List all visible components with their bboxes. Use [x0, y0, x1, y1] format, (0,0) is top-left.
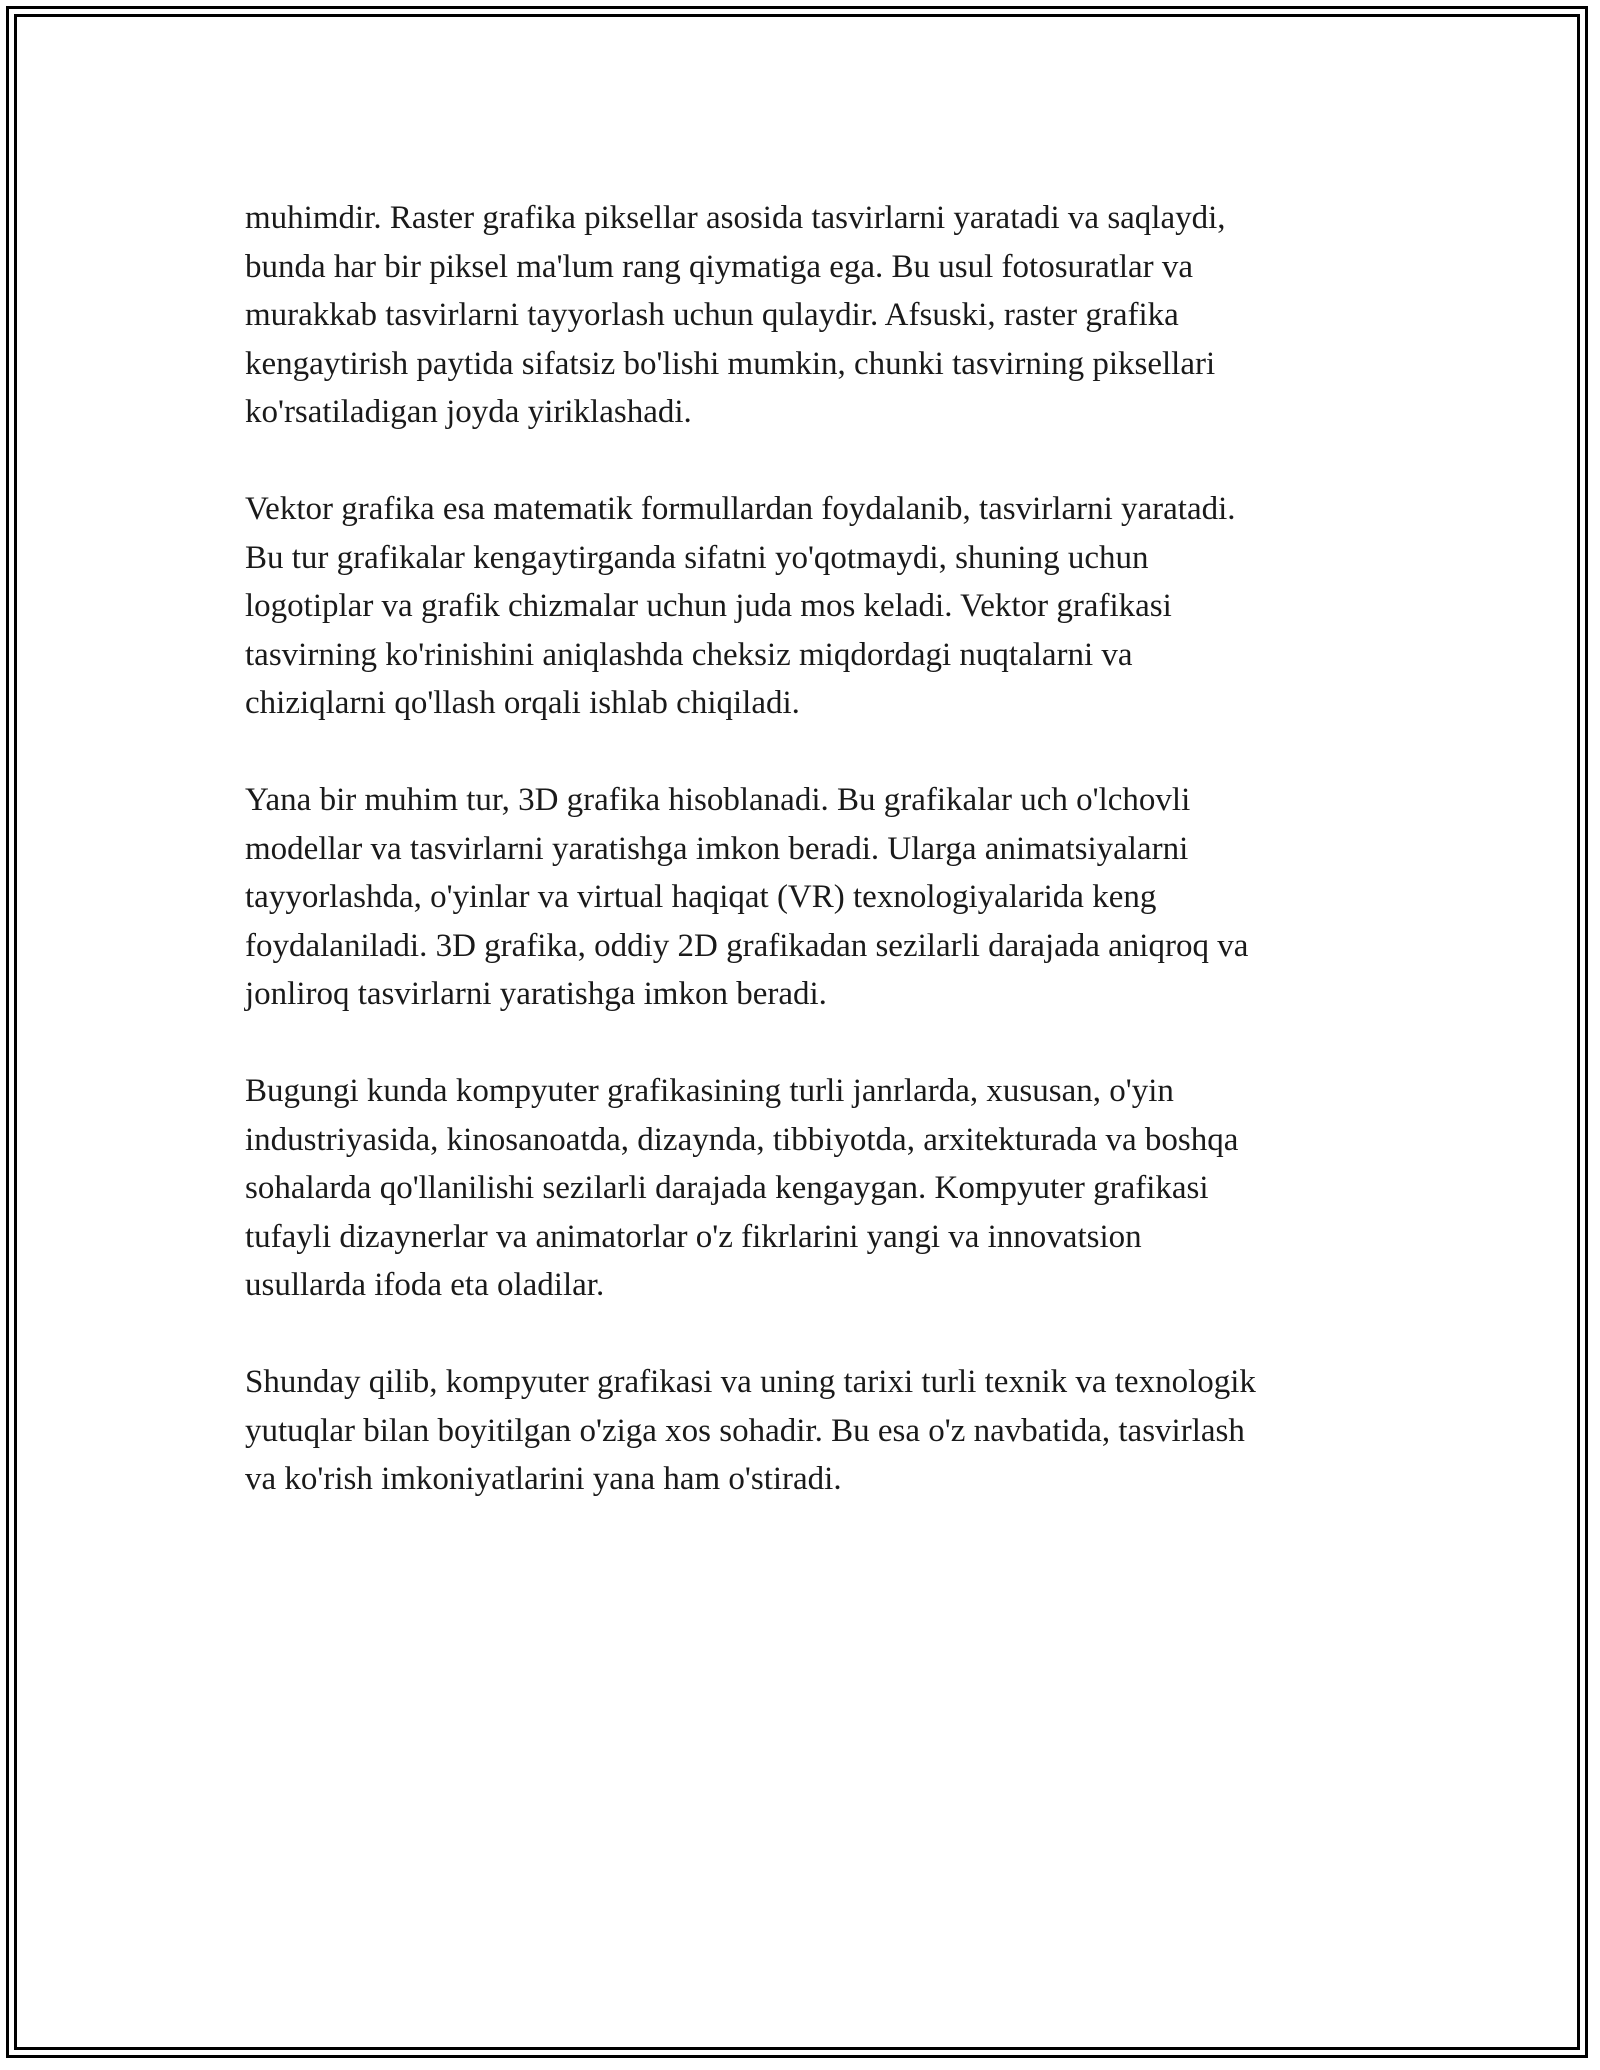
text-line: foydalaniladi. 3D grafika, oddiy 2D grafikadan sezilarli darajada aniqroq va — [245, 927, 1249, 964]
text-line: sohalarda qo'llanilishi sezilarli darajada kengaygan. Kompyuter grafikasi — [245, 1170, 1209, 1206]
page-frame — [6, 6, 1588, 2058]
text-line: Vektor grafika esa matematik formullardan foydalanib, tasvirlarni yaratadi. — [245, 491, 1236, 527]
document-body — [245, 194, 1395, 1552]
text-line: ko'rsatiladigan joyda yiriklashadi. — [245, 394, 692, 430]
text-line: bunda har bir piksel ma'lum rang qiymatiga ega. Bu usul fotosuratlar va — [245, 248, 1194, 285]
text-line: Shunday qilib, kompyuter grafikasi va uning tarixi turli texnik va texnologik — [245, 1364, 1256, 1400]
paragraph-vector — [245, 485, 1395, 728]
paragraph-conclusion — [245, 1358, 1395, 1504]
text-line: modellar va tasvirlarni yaratishga imkon beradi. Ularga animatsiyalarni — [245, 830, 1189, 867]
text-line: va ko'rish imkoniyatlarini yana ham o'stiradi. — [245, 1461, 842, 1497]
text-line: yutuqlar bilan boyitilgan o'ziga xos sohadir. Bu esa o'z navbatida, tasvirlash — [245, 1412, 1245, 1449]
text-line: chiziqlarni qo'llash orqali ishlab chiqiladi. — [245, 685, 800, 721]
text-line: jonliroq tasvirlarni yaratishga imkon beradi. — [245, 976, 827, 1012]
paragraph-raster — [245, 194, 1395, 437]
text-line: murakkab tasvirlarni tayyorlash uchun qulaydir. Afsuski, raster grafika — [245, 297, 1179, 333]
text-line: Bugungi kunda kompyuter grafikasining turli janrlarda, xususan, o'yin — [245, 1073, 1174, 1109]
text-line: logotiplar va grafik chizmalar uchun juda mos keladi. Vektor grafikasi — [245, 588, 1172, 624]
text-line: muhimdir. Raster grafika piksellar asosida tasvirlarni yaratadi va saqlaydi, — [245, 200, 1226, 236]
text-line: tasvirning ko'rinishini aniqlashda cheksiz miqdordagi nuqtalarni va — [245, 636, 1133, 673]
text-line: tayyorlashda, o'yinlar va virtual haqiqat (VR) texnologiyalarida keng — [245, 879, 1157, 915]
text-line: Yana bir muhim tur, 3D grafika hisoblanadi. Bu grafikalar uch o'lchovli — [245, 782, 1191, 818]
paragraph-3d — [245, 776, 1395, 1019]
text-line: usullarda ifoda eta oladilar. — [245, 1267, 605, 1303]
paragraph-applications — [245, 1067, 1395, 1310]
text-line: Bu tur grafikalar kengaytirganda sifatni yo'qotmaydi, shuning uchun — [245, 539, 1149, 576]
text-line: industriyasida, kinosanoatda, dizaynda, tibbiyotda, arxitekturada va boshqa — [245, 1121, 1239, 1158]
text-line: tufayli dizaynerlar va animatorlar o'z fikrlarini yangi va innovatsion — [245, 1218, 1142, 1255]
text-line: kengaytirish paytida sifatsiz bo'lishi mumkin, chunki tasvirning piksellari — [245, 345, 1216, 382]
